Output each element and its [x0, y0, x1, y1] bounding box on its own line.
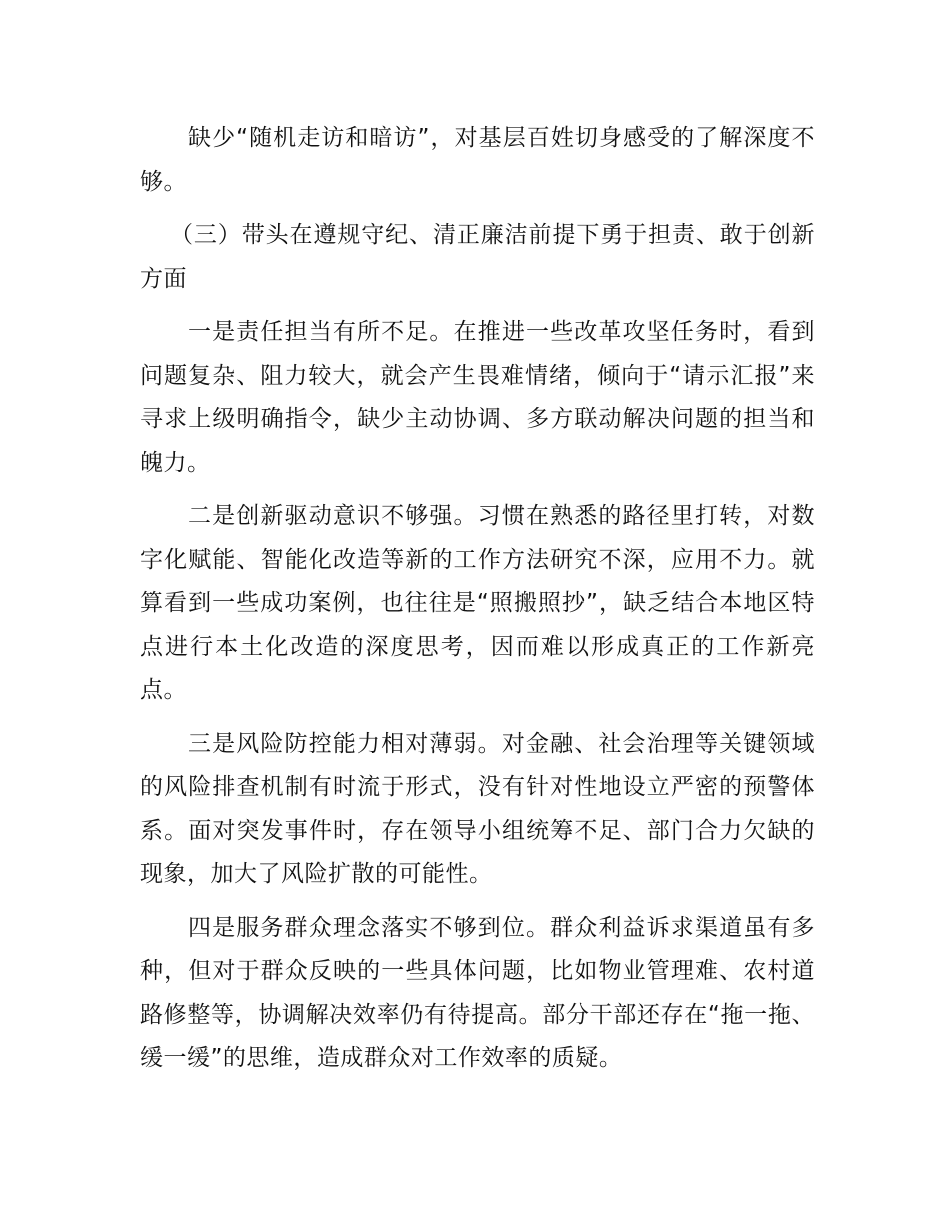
paragraph-risk-control: 三是风险防控能力相对薄弱。对金融、社会治理等关键领域的风险排查机制有时流于形式，没有针对性地设立严密的预警体系。面对突发事件时，存在领导小组统筹不足、部门合力欠缺的现象，加大了风险扩散的可能性。 [140, 730, 815, 887]
paragraph-responsibility: 一是责任担当有所不足。在推进一些改革攻坚任务时，看到问题复杂、阻力较大，就会产生畏难情绪，倾向于“请示汇报”来寻求上级明确指令，缺少主动协调、多方联动解决问题的担当和魄力。 [140, 319, 815, 476]
paragraph-innovation: 二是创新驱动意识不够强。习惯在熟悉的路径里打转，对数字化赋能、智能化改造等新的工作方法研究不深，应用不力。就算看到一些成功案例，也往往是“照搬照抄”，缺乏结合本地区特点进行本土化改造的深度思考，因而难以形成真正的工作新亮点。 [140, 503, 815, 703]
paragraph-visit-shortfall: 缺少“随机走访和暗访”，对基层百姓切身感受的了解深度不够。 [140, 125, 815, 195]
paragraph-serving-people: 四是服务群众理念落实不够到位。群众利益诉求渠道虽有多种，但对于群众反映的一些具体问题，比如物业管理难、农村道路修整等，协调解决效率仍有待提高。部分干部还存在“拖一拖、缓一缓”的思维，造成群众对工作效率的质疑。 [140, 914, 815, 1071]
section-heading-three: （三）带头在遵规守纪、清正廉洁前提下勇于担责、敢于创新方面 [140, 222, 815, 292]
document-body [140, 117, 815, 1081]
